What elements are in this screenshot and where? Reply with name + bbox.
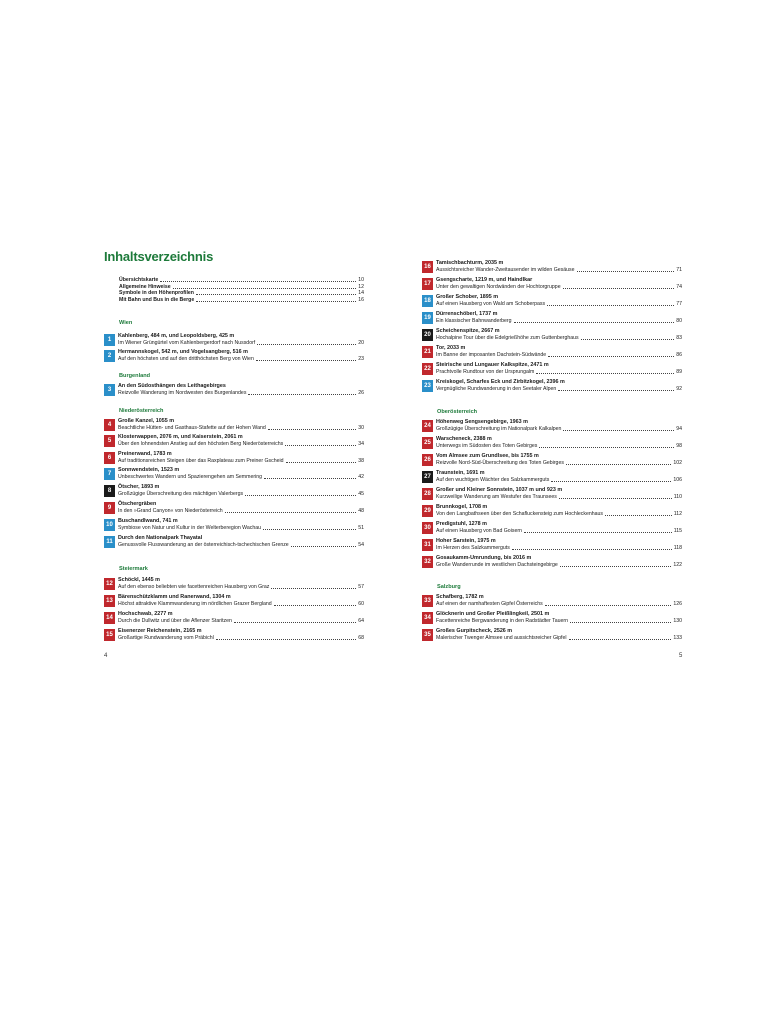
leader-dots — [577, 267, 675, 272]
tour-number-badge: 6 — [104, 452, 115, 464]
page-number-left: 4 — [104, 653, 108, 659]
toc-entry[interactable] — [104, 594, 364, 610]
tour-subtitle: Hochalpine Tour über die Edelgrießhöhe zum Guttenberghaus — [436, 334, 579, 341]
tour-subtitle: Reizvolle Wanderung im Nordwesten des Burgenlandes — [118, 389, 247, 396]
tour-subtitle: Große Wanderrunde im westlichen Dachsteingebirge — [436, 561, 558, 568]
tour-page-number: 94 — [676, 425, 682, 432]
leader-dots — [559, 494, 672, 499]
tour-title: Ötscher, 1893 m — [118, 484, 160, 490]
tour-page-number: 122 — [673, 561, 682, 568]
tour-subtitle-row — [436, 369, 682, 376]
tour-page-number: 80 — [676, 317, 682, 324]
leader-dots — [286, 458, 357, 463]
leader-dots — [560, 562, 672, 567]
tour-title: Traunstein, 1691 m — [436, 470, 485, 476]
tour-number-badge: 27 — [422, 471, 433, 483]
tour-title: Bärenschützklamm und Ranerwand, 1304 m — [118, 594, 231, 600]
tour-title: Klosterwappen, 2076 m, und Kaiserstein, 2061 m — [118, 434, 243, 440]
tour-subtitle-row — [118, 508, 364, 515]
tour-page-number: 64 — [358, 617, 364, 624]
toc-entry[interactable] — [422, 628, 682, 644]
toc-title: Inhaltsverzeichnis — [104, 249, 214, 264]
tour-page-number: 115 — [673, 527, 682, 534]
tour-subtitle-row — [118, 601, 364, 608]
tour-number-badge: 5 — [104, 435, 115, 447]
leader-dots — [512, 545, 672, 550]
tour-page-number: 133 — [673, 634, 682, 641]
tour-page-number: 77 — [676, 300, 682, 307]
tour-number-badge: 20 — [422, 329, 433, 341]
leader-dots — [545, 601, 672, 606]
tour-subtitle: Ein klassischer Bahnwanderberg — [436, 317, 512, 324]
tour-subtitle-row — [436, 301, 682, 308]
leader-dots — [245, 491, 356, 496]
tour-subtitle: Großzügige Überschreitung im Nationalpark Kalkalpen — [436, 425, 562, 432]
tour-subtitle-row — [118, 491, 364, 498]
toc-intro-page: 16 — [358, 296, 364, 303]
tour-title: Hochschwab, 2277 m — [118, 611, 173, 617]
page-number-right: 5 — [679, 653, 683, 659]
tour-page-number: 51 — [358, 524, 364, 531]
tour-number-badge: 10 — [104, 519, 115, 531]
tour-subtitle: Malerischer Twenger Almsee und aussichtsreicher Gipfel — [436, 634, 567, 641]
tour-subtitle: Auf einen Hausberg von Bad Goisern — [436, 527, 522, 534]
tour-subtitle: Aussichtsreicher Wander-Zweitausender im wilden Gesäuse — [436, 266, 575, 273]
tour-subtitle-row — [436, 601, 682, 608]
tour-title: Glöcknerin und Großer Pleißlingkeil, 2501 m — [436, 611, 550, 617]
tour-subtitle: Großartige Rundwanderung vom Präbichl — [118, 634, 214, 641]
toc-entry[interactable] — [104, 611, 364, 627]
toc-entry[interactable] — [104, 501, 364, 517]
toc-entry[interactable] — [422, 487, 682, 503]
tour-title: Dürrenschöberl, 1737 m — [436, 311, 498, 317]
leader-dots — [558, 386, 674, 391]
tour-title: Hoher Sarstein, 1975 m — [436, 538, 496, 544]
tour-page-number: 38 — [358, 457, 364, 464]
tour-page-number: 102 — [673, 459, 682, 466]
tour-subtitle: Höchst attraktive Klammwanderung im nördlichen Grazer Bergland — [118, 600, 272, 607]
tour-subtitle-row — [118, 425, 364, 432]
tour-subtitle-row — [118, 390, 364, 397]
tour-number-badge: 8 — [104, 485, 115, 497]
tour-page-number: 126 — [673, 600, 682, 607]
tour-number-badge: 22 — [422, 363, 433, 375]
tour-subtitle: Prachtvolle Rundtour von der Ursprungalm — [436, 368, 535, 375]
toc-entry[interactable] — [104, 434, 364, 450]
tour-number-badge: 4 — [104, 419, 115, 431]
tour-subtitle: Auf einen der namhaftesten Gipfel Österreichs — [436, 600, 543, 607]
toc-entry[interactable] — [422, 538, 682, 554]
tour-page-number: 60 — [358, 600, 364, 607]
tour-title: Großes Gurpitscheck, 2526 m — [436, 628, 513, 634]
tour-page-number: 83 — [676, 334, 682, 341]
tour-page-number: 42 — [358, 473, 364, 480]
tour-title: Tor, 2033 m — [436, 345, 466, 351]
tour-subtitle: Auf den wuchtigen Wächter des Salzkammerguts — [436, 476, 550, 483]
tour-number-badge: 3 — [104, 384, 115, 396]
tour-subtitle-row — [118, 525, 364, 532]
tour-page-number: 92 — [676, 385, 682, 392]
tour-subtitle-row — [436, 284, 682, 291]
toc-intro-row[interactable] — [119, 277, 364, 284]
leader-dots — [548, 352, 674, 357]
tour-subtitle: Unter den gewaltigen Nordwänden der Hochtorgruppe — [436, 283, 561, 290]
tour-subtitle: Beachtliche Hütten- und Gasthaus-Stafette auf der Hohen Wand — [118, 424, 266, 431]
tour-subtitle-row — [118, 618, 364, 625]
tour-title: Eisenerzer Reichenstein, 2165 m — [118, 628, 202, 634]
tour-number-badge: 24 — [422, 420, 433, 432]
leader-dots — [257, 340, 356, 345]
tour-title: Tamischbachturm, 2035 m — [436, 260, 504, 266]
tour-page-number: 98 — [676, 442, 682, 449]
tour-subtitle: Auf einen Hausberg von Wald am Schoberpass — [436, 300, 546, 307]
tour-subtitle: Durch die Dullwitz und über die Aflenzer Staritzen — [118, 617, 232, 624]
tour-subtitle: Großzügige Überschreitung des mächtigen Valerbergs — [118, 490, 244, 497]
tour-page-number: 48 — [358, 507, 364, 514]
toc-entry[interactable] — [422, 504, 682, 520]
leader-dots — [536, 369, 674, 374]
tour-page-number: 110 — [673, 493, 682, 500]
leader-dots — [563, 284, 675, 289]
tour-subtitle-row — [436, 443, 682, 450]
tour-title: Buschandlwand, 741 m — [118, 518, 178, 524]
tour-page-number: 112 — [673, 510, 682, 517]
tour-subtitle: Genussvolle Flusswanderung an der österreichisch-tschechischen Grenze — [118, 541, 289, 548]
toc-intro-page: 14 — [358, 290, 364, 297]
tour-title: Hermannskogel, 542 m, und Vogelsangberg, 516 m — [118, 349, 248, 355]
toc-entry[interactable] — [104, 451, 364, 467]
tour-subtitle-row — [436, 267, 682, 274]
leader-dots — [570, 618, 671, 623]
tour-page-number: 89 — [676, 368, 682, 375]
tour-subtitle: Unbeschwertes Wandern und Spazierengehen am Semmering — [118, 473, 262, 480]
tour-title: Kahlenberg, 484 m, und Leopoldsberg, 425 m — [118, 333, 235, 339]
tour-subtitle-row — [118, 584, 364, 591]
leader-dots — [566, 460, 671, 465]
toc-entry[interactable] — [104, 577, 364, 593]
toc-intro-label: Übersichtskarte — [119, 277, 159, 283]
tour-title: Steirische und Lungauer Kalkspitze, 2471 m — [436, 362, 549, 368]
tour-number-badge: 9 — [104, 502, 115, 514]
toc-entry[interactable] — [422, 362, 682, 378]
toc-entry[interactable] — [422, 328, 682, 344]
region-heading-salzburg: Salzburg — [437, 584, 461, 590]
tour-number-badge: 1 — [104, 334, 115, 346]
tour-subtitle-row — [436, 635, 682, 642]
tour-page-number: 57 — [358, 583, 364, 590]
tour-page-number: 45 — [358, 490, 364, 497]
tour-title: Große Kanzel, 1055 m — [118, 418, 175, 424]
tour-title: Gosaukamm-Umrundung, bis 2016 m — [436, 555, 532, 561]
toc-intro-row[interactable] — [119, 297, 364, 304]
tour-title: Schöckl, 1445 m — [118, 577, 160, 583]
tour-subtitle-row — [436, 511, 682, 518]
toc-intro-page: 10 — [358, 277, 364, 283]
toc-entry[interactable] — [422, 555, 682, 571]
toc-entry[interactable] — [104, 628, 364, 644]
toc-entry[interactable] — [104, 418, 364, 434]
tour-page-number: 26 — [358, 389, 364, 396]
toc-intro-label: Mit Bahn und Bus in die Berge — [119, 296, 195, 303]
toc-entry[interactable] — [104, 349, 364, 365]
tour-number-badge: 26 — [422, 454, 433, 466]
toc-entry[interactable] — [422, 436, 682, 452]
tour-subtitle-row — [118, 441, 364, 448]
tour-subtitle: Auf den ebenso beliebten wie facettenreichen Hausberg von Graz — [118, 583, 270, 590]
toc-entry[interactable] — [422, 453, 682, 469]
tour-number-badge: 25 — [422, 437, 433, 449]
toc-entry[interactable] — [422, 379, 682, 395]
leader-dots — [285, 441, 356, 446]
tour-page-number: 86 — [676, 351, 682, 358]
tour-title: Brunnkogel, 1708 m — [436, 504, 488, 510]
toc-entry[interactable] — [422, 521, 682, 537]
leader-dots — [256, 356, 356, 361]
tour-subtitle-row — [118, 474, 364, 481]
tour-title: Schafberg, 1782 m — [436, 594, 484, 600]
toc-intro-label: Symbole in den Höhenprofilen — [119, 290, 194, 297]
leader-dots — [551, 477, 671, 482]
tour-page-number: 54 — [358, 541, 364, 548]
tour-subtitle-row — [436, 352, 682, 359]
tour-number-badge: 16 — [422, 261, 433, 273]
tour-number-badge: 35 — [422, 629, 433, 641]
leader-dots — [291, 542, 357, 547]
tour-subtitle: Symbiose von Natur und Kultur in der Welterberegion Wachau — [118, 524, 262, 531]
tour-number-badge: 21 — [422, 346, 433, 358]
tour-number-badge: 14 — [104, 612, 115, 624]
tour-subtitle-row — [436, 426, 682, 433]
leader-dots — [216, 635, 356, 640]
tour-number-badge: 13 — [104, 595, 115, 607]
tour-number-badge: 19 — [422, 312, 433, 324]
tour-title: An den Südosthängen des Leithagebirges — [118, 383, 226, 389]
toc-entry[interactable] — [422, 419, 682, 435]
tour-subtitle: In den »Grand Canyon« von Niederösterreich — [118, 507, 223, 514]
tour-subtitle: Unterwegs im Südosten des Toten Gebirges — [436, 442, 538, 449]
region-heading-burgenland: Burgenland — [119, 373, 151, 379]
tour-title: Durch den Nationalpark Thayatal — [118, 535, 203, 541]
tour-title: Predigstuhl, 1278 m — [436, 521, 487, 527]
tour-subtitle-row — [436, 460, 682, 467]
tour-subtitle: Über den lohnendsten Anstieg auf den höchsten Berg Niederösterreichs — [118, 440, 284, 447]
leader-dots — [264, 474, 356, 479]
tour-subtitle-row — [436, 562, 682, 569]
toc-entry[interactable] — [422, 594, 682, 610]
toc-entry[interactable] — [422, 260, 682, 276]
tour-title: Vom Almsee zum Grundlsee, bis 1755 m — [436, 453, 539, 459]
leader-dots — [160, 277, 356, 282]
tour-number-badge: 2 — [104, 350, 115, 362]
tour-page-number: 34 — [358, 440, 364, 447]
tour-number-badge: 18 — [422, 295, 433, 307]
tour-page-number: 20 — [358, 339, 364, 346]
tour-page-number: 68 — [358, 634, 364, 641]
toc-entry[interactable] — [422, 345, 682, 361]
tour-subtitle: Im Banne der imposanten Dachstein-Südwände — [436, 351, 547, 358]
tour-title: Gsengscharte, 1219 m, und Haindlkar — [436, 277, 533, 283]
tour-subtitle: Im Wiener Grüngürtel vom Kahlenbergerdorf nach Nussdorf — [118, 339, 256, 346]
region-heading-wien: Wien — [119, 320, 133, 326]
region-heading-steiermark: Steiermark — [119, 566, 148, 572]
tour-page-number: 30 — [358, 424, 364, 431]
tour-title: Warscheneck, 2388 m — [436, 436, 492, 442]
region-heading-oberoesterreich: Oberösterreich — [437, 409, 478, 415]
tour-title: Höhenweg Sengsengebirge, 1963 m — [436, 419, 528, 425]
tour-subtitle: Reizvolle Nord-Süd-Überschreitung des Toten Gebirges — [436, 459, 564, 466]
toc-intro-row[interactable] — [119, 284, 364, 291]
tour-subtitle: Vergnügliche Rundwanderung in den Seetaler Alpen — [436, 385, 557, 392]
tour-page-number: 130 — [673, 617, 682, 624]
leader-dots — [234, 618, 356, 623]
tour-number-badge: 7 — [104, 468, 115, 480]
tour-subtitle-row — [436, 318, 682, 325]
tour-number-badge: 17 — [422, 278, 433, 290]
tour-subtitle: Kurzweilige Wanderung am Westufer des Traunsees — [436, 493, 557, 500]
leader-dots — [539, 443, 674, 448]
tour-number-badge: 23 — [422, 380, 433, 392]
tour-page-number: 106 — [673, 476, 682, 483]
leader-dots — [524, 528, 672, 533]
tour-subtitle: Von den Langbathseen über den Schafluckensteig zum Hochleckenhaus — [436, 510, 603, 517]
leader-dots — [581, 335, 675, 340]
leader-dots — [274, 601, 357, 606]
tour-number-badge: 31 — [422, 539, 433, 551]
tour-title: Großer und Kleiner Sonnstein, 1037 m und 923 m — [436, 487, 563, 493]
tour-title: Sonnwendstein, 1523 m — [118, 467, 180, 473]
tour-number-badge: 28 — [422, 488, 433, 500]
leader-dots — [547, 301, 674, 306]
tour-subtitle-row — [118, 458, 364, 465]
tour-number-badge: 33 — [422, 595, 433, 607]
tour-subtitle-row — [436, 494, 682, 501]
toc-entry[interactable] — [422, 311, 682, 327]
leader-dots — [569, 635, 672, 640]
toc-entry[interactable] — [104, 484, 364, 500]
tour-number-badge: 32 — [422, 556, 433, 568]
tour-subtitle-row — [118, 340, 364, 347]
tour-subtitle: Facettenreiche Bergwanderung in den Radstädter Tauern — [436, 617, 568, 624]
toc-entry[interactable] — [104, 535, 364, 551]
tour-number-badge: 15 — [104, 629, 115, 641]
tour-page-number: 71 — [676, 266, 682, 273]
leader-dots — [271, 584, 356, 589]
tour-title: Ötschergräben — [118, 501, 157, 507]
toc-entry[interactable] — [104, 467, 364, 483]
toc-entry[interactable] — [104, 518, 364, 534]
tour-subtitle-row — [436, 618, 682, 625]
toc-entry[interactable] — [104, 383, 364, 399]
toc-entry[interactable] — [422, 611, 682, 627]
tour-subtitle-row — [436, 545, 682, 552]
tour-number-badge: 12 — [104, 578, 115, 590]
tour-subtitle-row — [436, 477, 682, 484]
tour-subtitle-row — [118, 356, 364, 363]
tour-subtitle: Im Herzen des Salzkammerguts — [436, 544, 510, 551]
leader-dots — [196, 297, 356, 302]
tour-title: Preinerwand, 1783 m — [118, 451, 172, 457]
toc-entry[interactable] — [422, 277, 682, 293]
leader-dots — [248, 390, 356, 395]
toc-entry[interactable] — [422, 470, 682, 486]
region-heading-niederoesterreich: Niederösterreich — [119, 408, 164, 414]
tour-title: Großer Schober, 1895 m — [436, 294, 499, 300]
tour-subtitle-row — [118, 542, 364, 549]
leader-dots — [605, 511, 672, 516]
tour-number-badge: 30 — [422, 522, 433, 534]
tour-subtitle: Auf traditionsreichen Steigen über das Raxplateau zum Preiner Gscheid — [118, 457, 284, 464]
tour-subtitle-row — [436, 335, 682, 342]
toc-intro-row[interactable] — [119, 290, 364, 297]
leader-dots — [173, 284, 357, 289]
leader-dots — [563, 426, 674, 431]
tour-title: Kreiskogel, Scharfes Eck und Zirbitzkogel, 2396 m — [436, 379, 565, 385]
leader-dots — [263, 525, 356, 530]
tour-subtitle-row — [436, 386, 682, 393]
tour-title: Scheichenspitze, 2667 m — [436, 328, 500, 334]
tour-subtitle-row — [436, 528, 682, 535]
tour-number-badge: 34 — [422, 612, 433, 624]
toc-intro-page: 12 — [358, 283, 364, 290]
tour-page-number: 118 — [673, 544, 682, 551]
toc-intro-label: Allgemeine Hinweise — [119, 283, 171, 290]
toc-intro-list — [119, 277, 364, 303]
tour-subtitle: Auf den höchsten und auf den dritthöchsten Berg von Wien — [118, 355, 254, 362]
leader-dots — [196, 290, 356, 295]
leader-dots — [268, 425, 356, 430]
tour-page-number: 23 — [358, 355, 364, 362]
toc-entry[interactable] — [422, 294, 682, 310]
toc-entry[interactable] — [104, 333, 364, 349]
leader-dots — [225, 508, 357, 513]
tour-subtitle-row — [118, 635, 364, 642]
tour-page-number: 74 — [676, 283, 682, 290]
leader-dots — [514, 318, 675, 323]
tour-number-badge: 29 — [422, 505, 433, 517]
tour-number-badge: 11 — [104, 536, 115, 548]
